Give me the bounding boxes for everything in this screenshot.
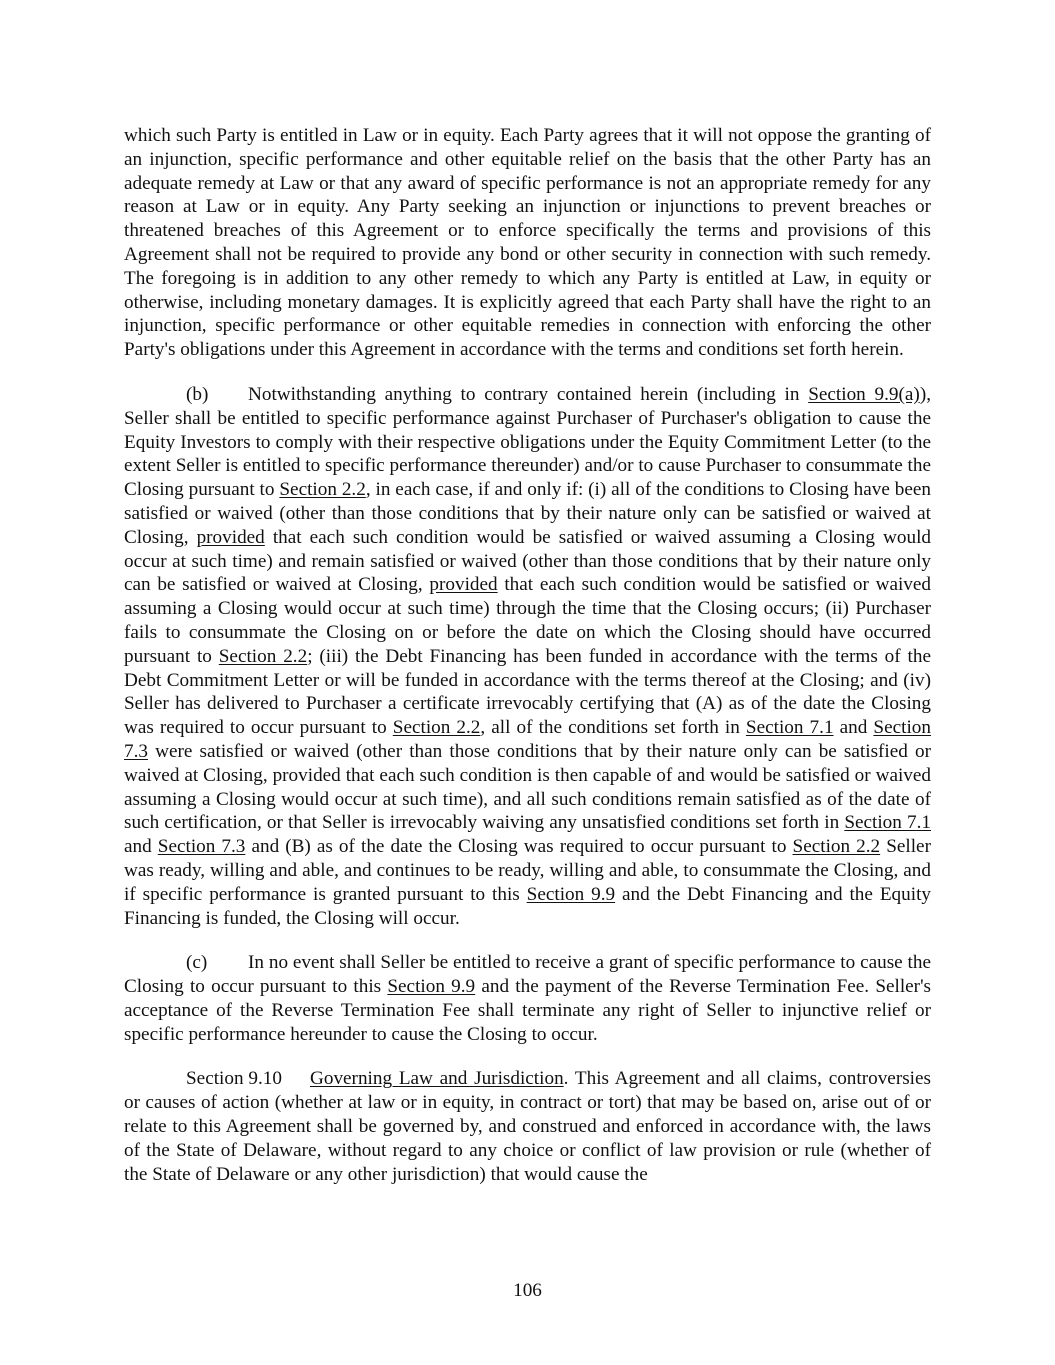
section-reference: Section 2.2 [279, 479, 366, 501]
defined-term-provided: provided [429, 574, 498, 596]
section-reference: Section 7.1 [844, 812, 931, 834]
text-segment: and the Debt Financing and the Equity Financing is funded, the Closing will occur. [124, 883, 931, 929]
text-segment: and [833, 717, 874, 739]
clause-label: (c) [186, 952, 208, 974]
document-body [124, 124, 931, 1186]
text-segment: ), Seller shall be entitled to specific performance against Purchaser of Purchaser's obligation to cause the Equity Investors to comply with their respective obligations under the Equity Commitment Letter (to the extent Seller is entitled to specific performance thereunder) and/or to cause Purchaser to consummate the Closing pursuant to [124, 383, 931, 501]
paragraph-section-9-10 [124, 1067, 931, 1186]
text-segment: that each such condition would be satisfied or waived assuming a Closing would occur at such time) and remain satisfied or waived (other than those conditions that by their nature only can be satisfied or waived at Closing, [124, 526, 932, 596]
text-segment: and (B) as of the date the Closing was required to occur pursuant to [245, 836, 793, 858]
text-segment: that each such condition would be satisfied or waived assuming a Closing would occur at such time) through the time that the Closing occurs; (ii) Purchaser fails to consummate the Closing on or before the date on which the Closing should have occurred pursuant to [124, 574, 931, 667]
text-segment: Notwithstanding anything to contrary contained herein (including in [248, 383, 809, 405]
text-segment: ; (iii) the Debt Financing has been funded in accordance with the terms of the Debt Commitment Letter or will be funded in accordance with the terms thereof at the Closing; and (iv) Seller has delivered to Purchaser a certificate irrevocably certifying that (A) as of the date the Closing was required to occur pursuant to [124, 645, 931, 739]
text-segment: and [124, 836, 158, 858]
text-segment: were satisfied or waived (other than those conditions that by their nature only can be satisfied or waived at Closing, provided that each such condition is then capable of and would be satisfied or waived assuming a Closing would occur at such time), and all such conditions remain satisfied as of the date of such certification, or that Seller is irrevocably waiving any unsatisfied conditions set forth in [124, 740, 931, 834]
text-segment: . This Agreement and all claims, controversies or causes of action (whether at law or in equity, in contract or tort) that may be based on, arise out of or relate to this Agreement shall be governed by, and construed and enforced in accordance with, the laws of the State of Delaware, without regard to any choice or conflict of law provision or rule (whether of the State of Delaware or any other jurisdiction) that would cause the [124, 1068, 931, 1185]
section-reference: Section 9.9 [526, 883, 616, 905]
text-segment: , in each case, if and only if: (i) all of the conditions to Closing have been satisfied or waived (other than those conditions that by their nature only can be satisfied or waived at Closing, [124, 479, 931, 548]
clause-label: (b) [186, 383, 209, 405]
section-label: Section 9.10 [186, 1068, 282, 1090]
paragraph-continuation [124, 124, 931, 362]
section-reference: Section 9.9 [387, 976, 476, 998]
text-segment: which such Party is entitled in Law or in equity. Each Party agrees that it will not oppose the granting of an injunction, specific performance and other equitable relief on the basis that the other Party has an adequate remedy at Law or that any award of specific performance is not an appropriate remedy for any reason at Law or in equity. Any Party seeking an injunction or injunctions to prevent breaches or threatened breaches of this Agreement or to enforce specifically the terms and provisions of this Agreement shall not be required to provide any bond or other security in connection with such remedy. The foregoing is in addition to any other remedy to which any Party is entitled at Law, in equity or otherwise, including monetary damages. It is explicitly agreed that each Party shall have the right to an injunction, specific performance or other equitable remedies in connection with enforcing the other Party's obligations under this Agreement in accordance with the terms and conditions set forth herein. [124, 125, 931, 361]
section-reference: Section 7.3 [124, 717, 931, 762]
text-segment: and the payment of the Reverse Termination Fee. Seller's acceptance of the Reverse Termination Fee shall terminate any right of Seller to injunctive relief or specific performance hereunder to cause the Closing to occur. [124, 976, 931, 1045]
defined-term-provided: provided [196, 526, 265, 548]
page-number: 106 [513, 1280, 542, 1301]
section-reference: Section 2.2 [392, 717, 481, 739]
section-reference: Section 2.2 [218, 645, 308, 667]
paragraph-clause-c [124, 951, 931, 1046]
text-segment: , all of the conditions set forth in [480, 717, 746, 739]
section-reference: Section 7.3 [157, 836, 246, 858]
section-reference: Section 9.9(a) [808, 383, 920, 405]
section-reference: Section 2.2 [792, 836, 881, 858]
section-heading: Governing Law and Jurisdiction [310, 1068, 564, 1090]
section-reference: Section 7.1 [745, 717, 834, 739]
text-segment: Seller was ready, willing and able, and continues to be ready, willing and able, to consummate the Closing, and if specific performance is granted pursuant to this [124, 836, 931, 905]
paragraph-clause-b [124, 383, 931, 930]
text-segment: In no event shall Seller be entitled to receive a grant of specific performance to cause the Closing to occur pursuant to this [124, 952, 931, 998]
